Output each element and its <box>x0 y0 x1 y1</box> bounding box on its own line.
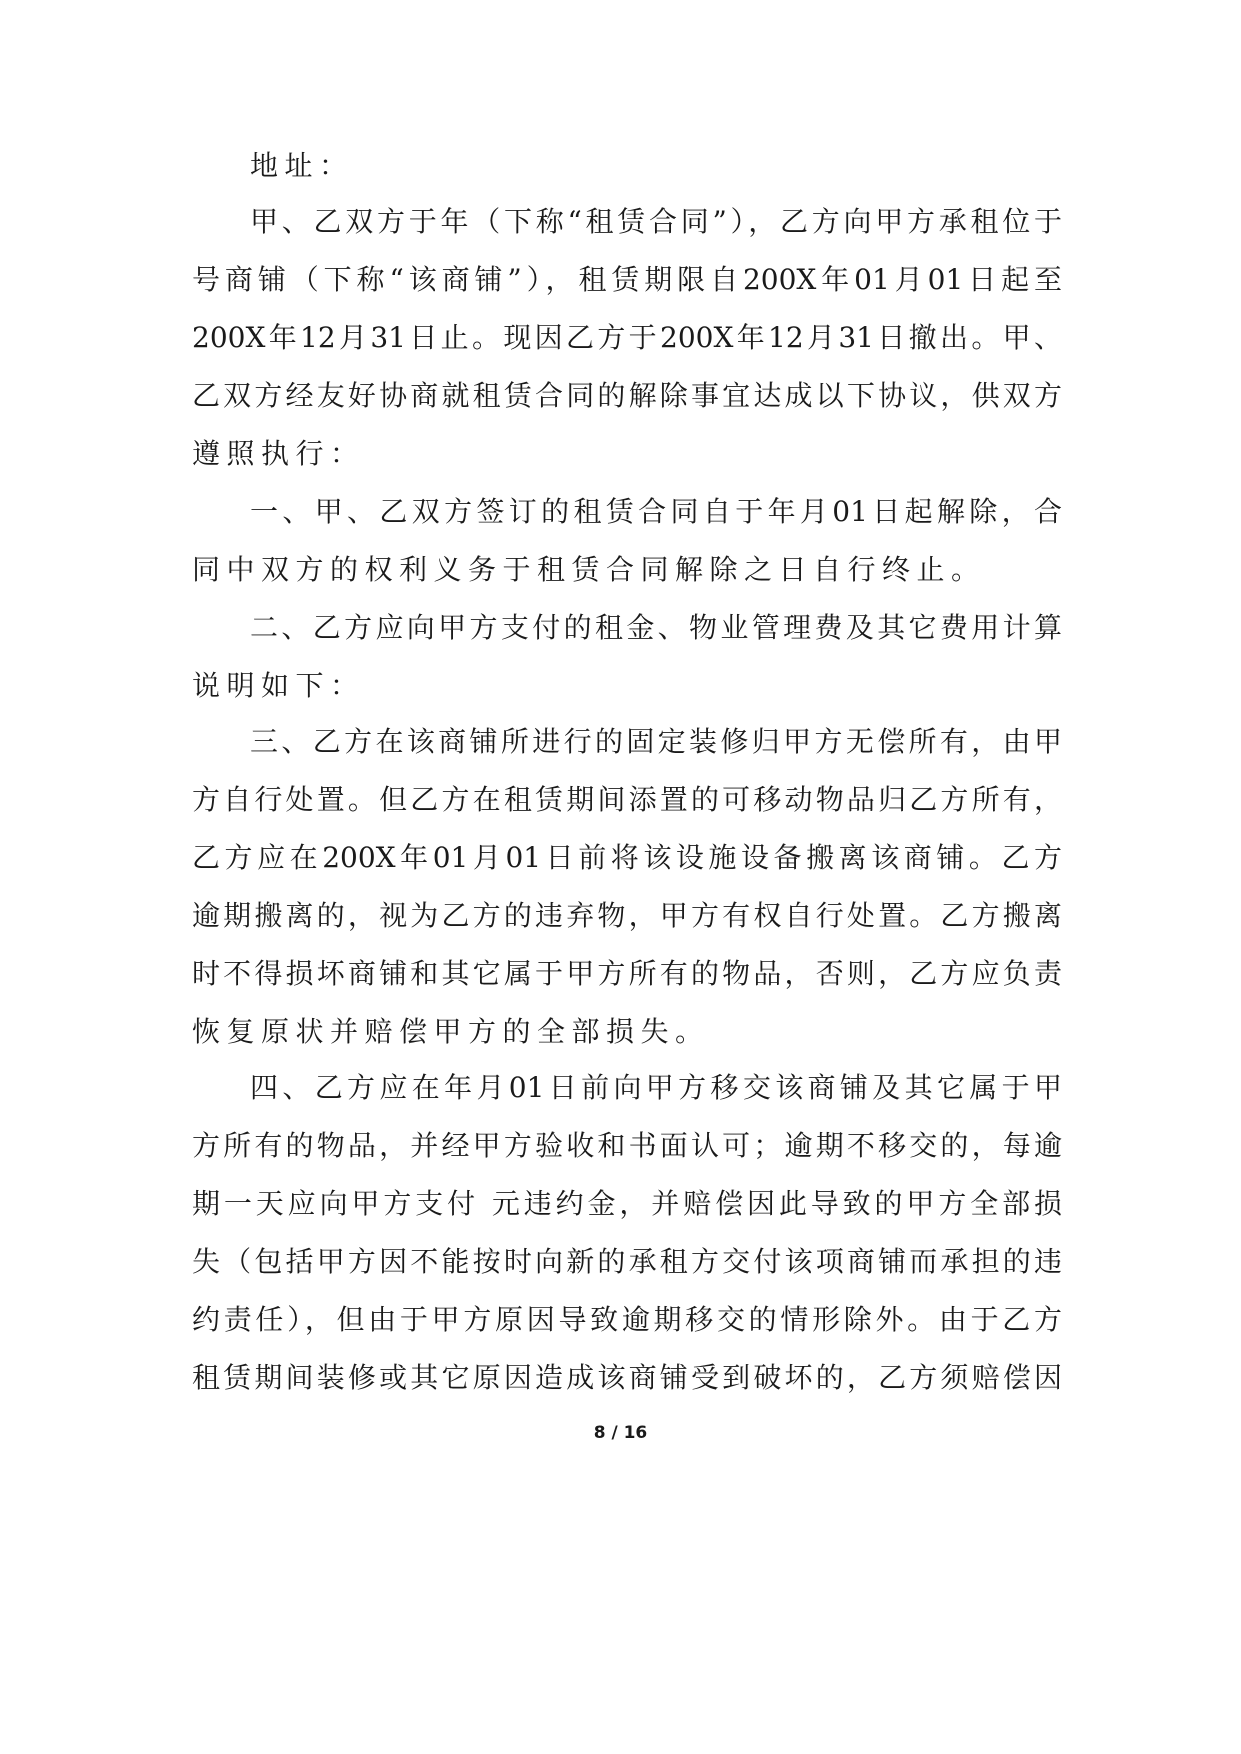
text-line: 约责任），但由于甲方原因导致逾期移交的情形除外。由于乙方 <box>192 1303 1062 1336</box>
text-line: 遵照执行： <box>192 437 365 470</box>
text-line: 恢复原状并赔偿甲方的全部损失。 <box>192 1015 710 1048</box>
text-line: 200X年12月31日止。现因乙方于200X年12月31日撤出。甲、 <box>192 321 1062 354</box>
page-number: 8 / 16 <box>593 1423 648 1443</box>
text-line: 说明如下： <box>192 669 365 702</box>
text-line: 时不得损坏商铺和其它属于甲方所有的物品，否则，乙方应负责 <box>192 957 1062 990</box>
text-line: 甲、乙双方于年（下称“租赁合同”），乙方向甲方承租位于 <box>250 205 1062 238</box>
text-line: 方所有的物品，并经甲方验收和书面认可；逾期不移交的，每逾 <box>192 1129 1062 1162</box>
text-line: 四、乙方应在年月01日前向甲方移交该商铺及其它属于甲 <box>250 1071 1062 1104</box>
text-line: 地址： <box>250 149 354 182</box>
text-line: 二、乙方应向甲方支付的租金、物业管理费及其它费用计算 <box>250 611 1062 644</box>
text-line: 失（包括甲方因不能按时向新的承租方交付该项商铺而承担的违 <box>192 1245 1062 1278</box>
text-line: 逾期搬离的，视为乙方的违弃物，甲方有权自行处置。乙方搬离 <box>192 899 1062 932</box>
text-line: 一、甲、乙双方签订的租赁合同自于年月01日起解除，合 <box>250 495 1062 528</box>
text-line: 号商铺（下称“该商铺”），租赁期限自200X年01月01日起至 <box>192 263 1062 296</box>
text-line: 方自行处置。但乙方在租赁期间添置的可移动物品归乙方所有， <box>192 783 1062 816</box>
text-line: 乙双方经友好协商就租赁合同的解除事宜达成以下协议，供双方 <box>192 379 1062 412</box>
text-line: 同中双方的权利义务于租赁合同解除之日自行终止。 <box>192 553 986 586</box>
text-line: 三、乙方在该商铺所进行的固定装修归甲方无偿所有，由甲 <box>250 725 1062 758</box>
text-line: 租赁期间装修或其它原因造成该商铺受到破坏的，乙方须赔偿因 <box>192 1361 1062 1394</box>
text-line: 乙方应在200X年01月01日前将该设施设备搬离该商铺。乙方 <box>192 841 1062 874</box>
text-line: 期一天应向甲方支付 元违约金，并赔偿因此导致的甲方全部损 <box>192 1187 1062 1220</box>
